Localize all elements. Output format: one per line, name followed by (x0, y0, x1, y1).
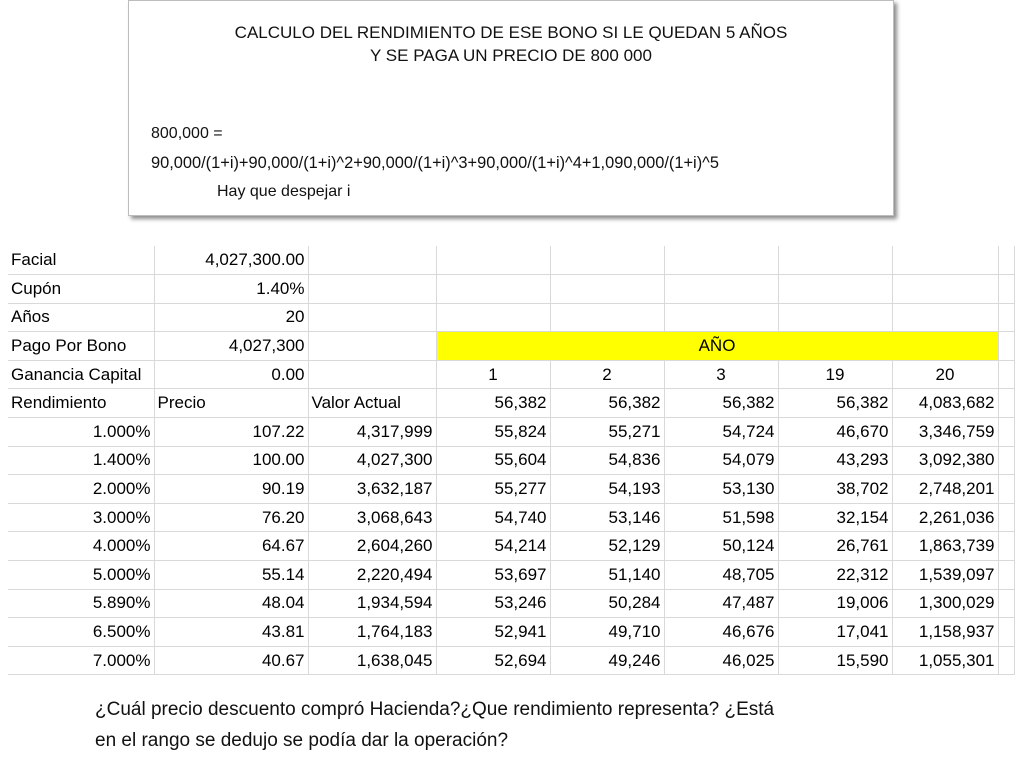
discounted-flow-cell[interactable]: 2,261,036 (892, 503, 998, 532)
empty-cell[interactable] (892, 303, 998, 332)
discounted-flow-cell[interactable]: 53,130 (664, 475, 778, 504)
empty-cell[interactable] (308, 303, 436, 332)
param-label[interactable]: Años (8, 303, 154, 332)
empty-cell[interactable] (998, 418, 1014, 447)
discounted-flow-cell[interactable]: 54,836 (550, 446, 664, 475)
discounted-flow-cell[interactable]: 54,214 (436, 532, 550, 561)
year-label[interactable]: 19 (778, 360, 892, 389)
empty-cell[interactable] (308, 275, 436, 304)
empty-cell[interactable] (998, 246, 1014, 275)
table-row (8, 418, 1014, 447)
discounted-flow-cell[interactable]: 3,092,380 (892, 446, 998, 475)
cashflow-cell[interactable]: 4,083,682 (892, 389, 998, 418)
cashflow-cell[interactable]: 56,382 (436, 389, 550, 418)
question-text (95, 694, 975, 756)
year-header[interactable]: AÑO (436, 332, 998, 361)
empty-cell[interactable] (998, 446, 1014, 475)
discounted-flow-cell[interactable]: 55,277 (436, 475, 550, 504)
discounted-flow-cell[interactable]: 55,604 (436, 446, 550, 475)
discounted-flow-cell[interactable]: 53,697 (436, 561, 550, 590)
discounted-flow-cell[interactable]: 50,124 (664, 532, 778, 561)
discounted-flow-cell[interactable]: 26,761 (778, 532, 892, 561)
year-label[interactable]: 1 (436, 360, 550, 389)
present-value-cell[interactable]: 3,632,187 (308, 475, 436, 504)
empty-cell[interactable] (778, 303, 892, 332)
present-value-cell[interactable]: 4,027,300 (308, 446, 436, 475)
empty-cell[interactable] (892, 275, 998, 304)
empty-cell[interactable] (998, 646, 1014, 675)
empty-cell[interactable] (308, 332, 436, 361)
header-precio[interactable]: Precio (154, 389, 308, 418)
discounted-flow-cell[interactable]: 1,300,029 (892, 589, 998, 618)
discounted-flow-cell[interactable]: 54,724 (664, 418, 778, 447)
param-value[interactable]: 1.40% (154, 275, 308, 304)
table-row (8, 618, 1014, 647)
discounted-flow-cell[interactable]: 54,079 (664, 446, 778, 475)
price-cell[interactable]: 107.22 (154, 418, 308, 447)
empty-cell[interactable] (998, 389, 1014, 418)
calculation-textbox (128, 0, 894, 216)
discounted-flow-cell[interactable]: 19,006 (778, 589, 892, 618)
discounted-flow-cell[interactable]: 55,271 (550, 418, 664, 447)
rate-cell[interactable]: 5.000% (8, 561, 154, 590)
empty-cell[interactable] (436, 246, 550, 275)
empty-cell[interactable] (998, 332, 1014, 361)
rate-cell[interactable]: 5.890% (8, 589, 154, 618)
table-row (8, 561, 1014, 590)
rate-cell[interactable]: 3.000% (8, 503, 154, 532)
present-value-cell[interactable]: 1,934,594 (308, 589, 436, 618)
discounted-flow-cell[interactable]: 38,702 (778, 475, 892, 504)
bond-yield-spreadsheet (8, 246, 1015, 675)
equation-lhs: 800,000 = (151, 125, 223, 142)
empty-cell[interactable] (998, 275, 1014, 304)
rate-cell[interactable]: 7.000% (8, 646, 154, 675)
table-row (8, 646, 1014, 675)
param-value[interactable]: 4,027,300.00 (154, 246, 308, 275)
price-cell[interactable]: 55.14 (154, 561, 308, 590)
discounted-flow-cell[interactable]: 48,705 (664, 561, 778, 590)
price-cell[interactable]: 40.67 (154, 646, 308, 675)
cashflow-cell[interactable]: 56,382 (778, 389, 892, 418)
param-row (8, 246, 1014, 275)
discounted-flow-cell[interactable]: 15,590 (778, 646, 892, 675)
discounted-flow-cell[interactable]: 1,158,937 (892, 618, 998, 647)
price-cell[interactable]: 64.67 (154, 532, 308, 561)
header-valor-actual[interactable]: Valor Actual (308, 389, 436, 418)
price-cell[interactable]: 100.00 (154, 446, 308, 475)
empty-cell[interactable] (998, 589, 1014, 618)
table-row (8, 589, 1014, 618)
present-value-cell[interactable]: 2,604,260 (308, 532, 436, 561)
discounted-flow-cell[interactable]: 51,140 (550, 561, 664, 590)
discounted-flow-cell[interactable]: 55,824 (436, 418, 550, 447)
present-value-cell[interactable]: 1,638,045 (308, 646, 436, 675)
discounted-flow-cell[interactable]: 52,941 (436, 618, 550, 647)
rate-cell[interactable]: 4.000% (8, 532, 154, 561)
discounted-flow-cell[interactable]: 47,487 (664, 589, 778, 618)
param-label[interactable]: Pago Por Bono (8, 332, 154, 361)
discounted-flow-cell[interactable]: 2,748,201 (892, 475, 998, 504)
cashflow-cell[interactable]: 56,382 (664, 389, 778, 418)
discounted-flow-cell[interactable]: 22,312 (778, 561, 892, 590)
empty-cell[interactable] (664, 246, 778, 275)
cashflow-cell[interactable]: 56,382 (550, 389, 664, 418)
discounted-flow-cell[interactable]: 54,193 (550, 475, 664, 504)
rate-cell[interactable]: 1.000% (8, 418, 154, 447)
param-label[interactable]: Ganancia Capital (8, 360, 154, 389)
rate-cell[interactable]: 1.400% (8, 446, 154, 475)
year-label[interactable]: 2 (550, 360, 664, 389)
discounted-flow-cell[interactable]: 46,025 (664, 646, 778, 675)
equation-rhs: 90,000/(1+i)+90,000/(1+i)^2+90,000/(1+i)^3+90,000/(1+i)^4+1,090,000/(1+i)^5 (151, 154, 719, 172)
empty-cell[interactable] (998, 561, 1014, 590)
table-row (8, 503, 1014, 532)
equation-note: Hay que despejar i (217, 183, 351, 200)
rate-cell[interactable]: 2.000% (8, 475, 154, 504)
question-line2: en el rango se dedujo se podía dar la operación? (95, 730, 509, 751)
discounted-flow-cell[interactable]: 52,129 (550, 532, 664, 561)
price-cell[interactable]: 48.04 (154, 589, 308, 618)
empty-cell[interactable] (550, 275, 664, 304)
year-label[interactable]: 3 (664, 360, 778, 389)
empty-cell[interactable] (998, 303, 1014, 332)
table-row (8, 446, 1014, 475)
discounted-flow-cell[interactable]: 51,598 (664, 503, 778, 532)
param-row (8, 332, 1014, 361)
param-row (8, 360, 1014, 389)
empty-cell[interactable] (892, 246, 998, 275)
discounted-flow-cell[interactable]: 53,146 (550, 503, 664, 532)
empty-cell[interactable] (998, 360, 1014, 389)
empty-cell[interactable] (436, 303, 550, 332)
discounted-flow-cell[interactable]: 49,246 (550, 646, 664, 675)
empty-cell[interactable] (308, 360, 436, 389)
table-row (8, 475, 1014, 504)
price-cell[interactable]: 90.19 (154, 475, 308, 504)
discounted-flow-cell[interactable]: 1,055,301 (892, 646, 998, 675)
discounted-flow-cell[interactable]: 52,694 (436, 646, 550, 675)
param-value[interactable]: 0.00 (154, 360, 308, 389)
discounted-flow-cell[interactable]: 17,041 (778, 618, 892, 647)
rate-cell[interactable]: 6.500% (8, 618, 154, 647)
discounted-flow-cell[interactable]: 49,710 (550, 618, 664, 647)
empty-cell[interactable] (998, 618, 1014, 647)
discounted-flow-cell[interactable]: 54,740 (436, 503, 550, 532)
empty-cell[interactable] (998, 532, 1014, 561)
param-label[interactable]: Facial (8, 246, 154, 275)
calculation-title-line2: Y SE PAGA UN PRECIO DE 800 000 (370, 46, 652, 65)
param-value[interactable]: 4,027,300 (154, 332, 308, 361)
empty-cell[interactable] (998, 503, 1014, 532)
empty-cell[interactable] (664, 303, 778, 332)
discounted-flow-cell[interactable]: 50,284 (550, 589, 664, 618)
table-row (8, 532, 1014, 561)
present-value-cell[interactable]: 1,764,183 (308, 618, 436, 647)
year-label[interactable]: 20 (892, 360, 998, 389)
empty-cell[interactable] (778, 275, 892, 304)
param-label[interactable]: Cupón (8, 275, 154, 304)
present-value-cell[interactable]: 4,317,999 (308, 418, 436, 447)
discounted-flow-cell[interactable]: 3,346,759 (892, 418, 998, 447)
present-value-cell[interactable]: 2,220,494 (308, 561, 436, 590)
param-row (8, 303, 1014, 332)
header-rendimiento[interactable]: Rendimiento (8, 389, 154, 418)
discounted-flow-cell[interactable]: 1,539,097 (892, 561, 998, 590)
discounted-flow-cell[interactable]: 53,246 (436, 589, 550, 618)
empty-cell[interactable] (664, 275, 778, 304)
empty-cell[interactable] (550, 303, 664, 332)
discounted-flow-cell[interactable]: 43,293 (778, 446, 892, 475)
empty-cell[interactable] (998, 475, 1014, 504)
param-row (8, 275, 1014, 304)
discounted-flow-cell[interactable]: 46,676 (664, 618, 778, 647)
empty-cell[interactable] (550, 246, 664, 275)
calculation-title-line1: CALCULO DEL RENDIMIENTO DE ESE BONO SI LE QUEDAN 5 AÑOS (234, 23, 788, 42)
param-value[interactable]: 20 (154, 303, 308, 332)
column-header-row (8, 389, 1014, 418)
discounted-flow-cell[interactable]: 46,670 (778, 418, 892, 447)
present-value-cell[interactable]: 3,068,643 (308, 503, 436, 532)
discounted-flow-cell[interactable]: 1,863,739 (892, 532, 998, 561)
price-cell[interactable]: 76.20 (154, 503, 308, 532)
empty-cell[interactable] (308, 246, 436, 275)
price-cell[interactable]: 43.81 (154, 618, 308, 647)
calculation-title (129, 21, 893, 67)
empty-cell[interactable] (778, 246, 892, 275)
empty-cell[interactable] (436, 275, 550, 304)
question-line1: ¿Cuál precio descuento compró Hacienda?¿Que rendimiento representa? ¿Está (95, 699, 775, 720)
discounted-flow-cell[interactable]: 32,154 (778, 503, 892, 532)
